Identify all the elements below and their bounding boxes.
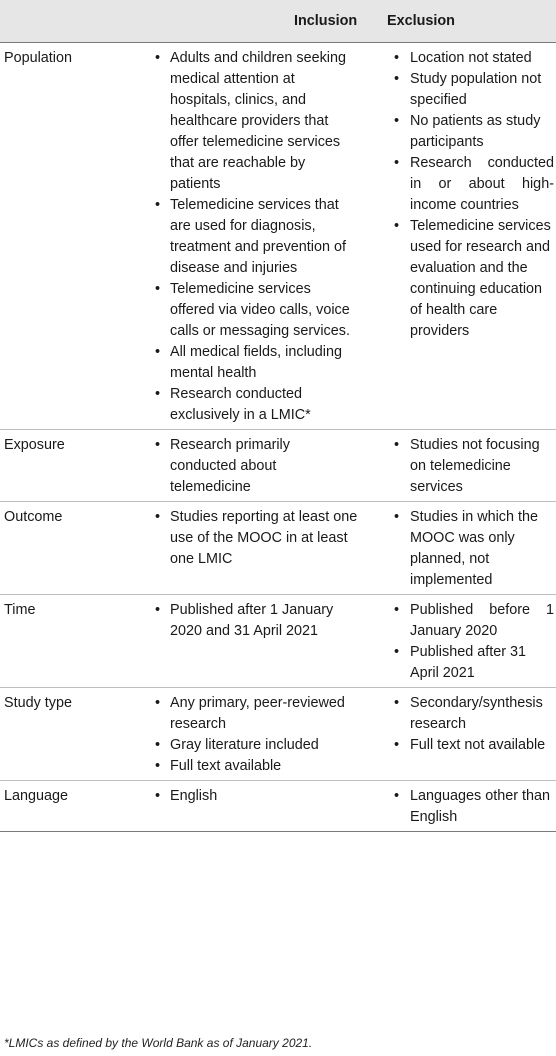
list-item: • Any primary, peer-reviewed research — [146, 693, 382, 735]
row-category: Outcome — [0, 501, 146, 594]
row-category: Population — [0, 42, 146, 429]
header-category — [0, 0, 146, 42]
exclusion-cell — [382, 780, 556, 831]
list-item: • Research primarily conducted about telemedicine — [146, 435, 382, 498]
list-item: • Secondary/synthesis research — [382, 693, 556, 735]
list-item: • Telemedicine services used for research and evaluation and the continuing education of health care providers — [382, 216, 556, 342]
list-item: • Telemedicine services that are used for diagnosis, treatment and prevention of disease and injuries — [146, 195, 382, 279]
row-category: Study type — [0, 687, 146, 780]
inclusion-cell — [146, 429, 382, 501]
list-item: • Published after 31 April 2021 — [382, 642, 556, 684]
list-item: • Studies reporting at least one use of the MOOC in at least one LMIC — [146, 507, 382, 570]
list-item: • Studies in which the MOOC was only planned, not implemented — [382, 507, 556, 591]
row-category: Language — [0, 780, 146, 831]
list-item: • Studies not focusing on telemedicine services — [382, 435, 556, 498]
table-row-exposure — [0, 429, 556, 501]
list-item: • Languages other than English — [382, 786, 556, 828]
inclusion-cell — [146, 42, 382, 429]
row-category: Exposure — [0, 429, 146, 501]
inclusion-cell — [146, 687, 382, 780]
list-item: • Full text available — [146, 756, 382, 777]
list-item: • English — [146, 786, 382, 807]
list-item: • Full text not available — [382, 735, 556, 756]
exclusion-cell — [382, 687, 556, 780]
exclusion-cell — [382, 594, 556, 687]
inclusion-cell — [146, 594, 382, 687]
list-item: • No patients as study participants — [382, 111, 556, 153]
list-item: • Gray literature included — [146, 735, 382, 756]
table-row-outcome — [0, 501, 556, 594]
row-category: Time — [0, 594, 146, 687]
list-item: • Published before 1 January 2020 — [382, 600, 556, 642]
header-exclusion: Exclusion — [382, 0, 556, 42]
list-item: • Telemedicine services offered via video calls, voice calls or messaging services. — [146, 279, 382, 342]
table-row-time — [0, 594, 556, 687]
table-header-row — [0, 0, 556, 42]
list-item: • Research conducted in or about high-income countries — [382, 153, 556, 216]
list-item: • Research conducted exclusively in a LMIC* — [146, 384, 382, 426]
table-row-population — [0, 42, 556, 429]
table-row-study-type — [0, 687, 556, 780]
list-item: • Published after 1 January 2020 and 31 April 2021 — [146, 600, 382, 642]
list-item: • All medical fields, including mental health — [146, 342, 382, 384]
table-row-language — [0, 780, 556, 831]
inclusion-cell — [146, 780, 382, 831]
exclusion-cell — [382, 501, 556, 594]
list-item: • Study population not specified — [382, 69, 556, 111]
table-footnote: *LMICs as defined by the World Bank as of January 2021. — [4, 1036, 313, 1050]
list-item: • Location not stated — [382, 48, 556, 69]
exclusion-cell — [382, 42, 556, 429]
list-item: • Adults and children seeking medical attention at hospitals, clinics, and healthcare providers that offer telemedicine services that are reachable by patients — [146, 48, 382, 195]
exclusion-cell — [382, 429, 556, 501]
header-inclusion: Inclusion — [146, 0, 382, 42]
inclusion-cell — [146, 501, 382, 594]
